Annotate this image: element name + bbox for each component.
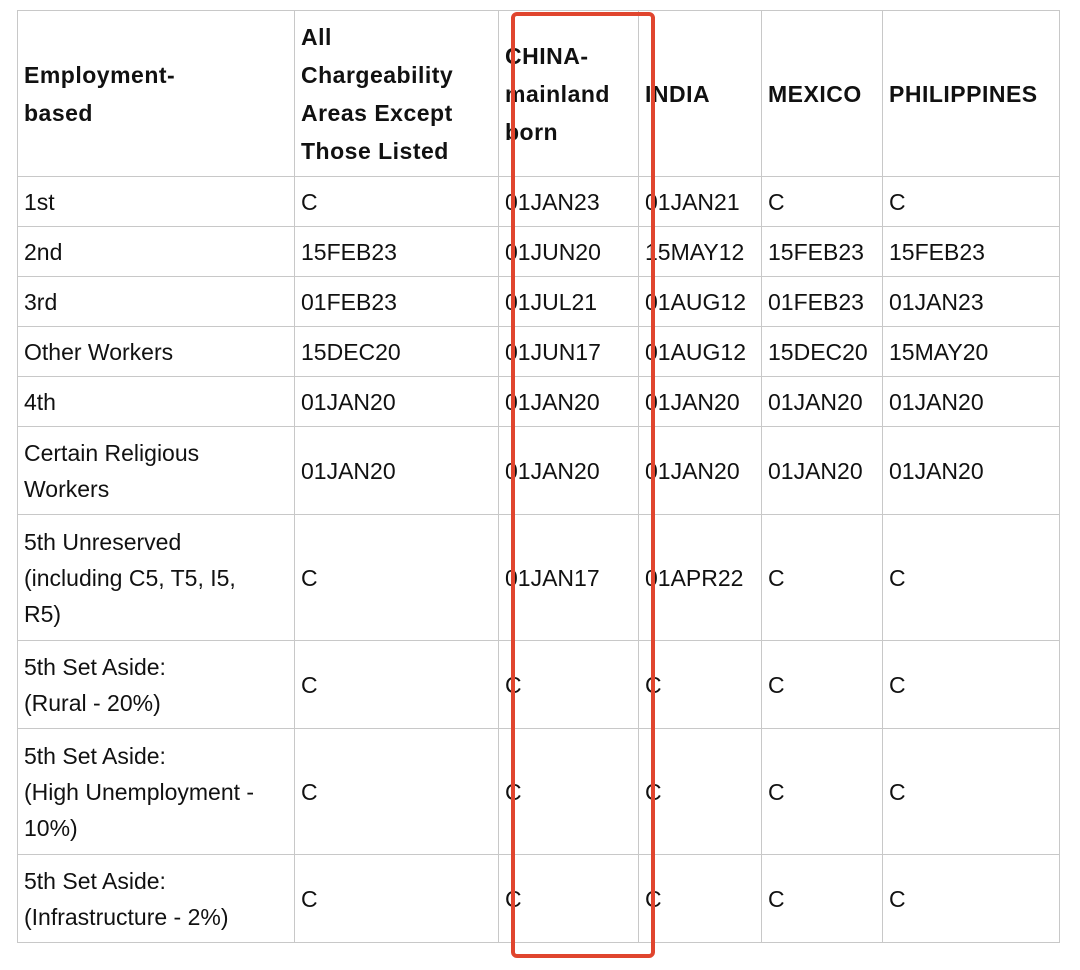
table-row bbox=[18, 427, 1060, 515]
cell-philippines: 15FEB23 bbox=[883, 227, 1060, 277]
cell-all-chargeability: C bbox=[295, 177, 499, 227]
cell-china: C bbox=[499, 855, 639, 943]
cell-china: 01JAN17 bbox=[499, 515, 639, 641]
cell-mexico: C bbox=[762, 855, 883, 943]
column-header-all-chargeability: All Chargeability Areas Except Those Listed bbox=[295, 11, 499, 177]
cell-philippines: 01JAN23 bbox=[883, 277, 1060, 327]
cell-china: 01JUL21 bbox=[499, 277, 639, 327]
cell-category: 5th Set Aside: (Infrastructure - 2%) bbox=[18, 855, 295, 943]
cell-all-chargeability: C bbox=[295, 855, 499, 943]
cell-mexico: 15FEB23 bbox=[762, 227, 883, 277]
cell-india: C bbox=[639, 855, 762, 943]
cell-all-chargeability: 15DEC20 bbox=[295, 327, 499, 377]
cell-china: 01JAN20 bbox=[499, 427, 639, 515]
cell-mexico: C bbox=[762, 641, 883, 729]
cell-china: 01JAN23 bbox=[499, 177, 639, 227]
table-row bbox=[18, 729, 1060, 855]
column-header-philippines: PHILIPPINES bbox=[883, 11, 1060, 177]
cell-mexico: 01FEB23 bbox=[762, 277, 883, 327]
header-row bbox=[18, 11, 1060, 177]
cell-india: 01JAN20 bbox=[639, 377, 762, 427]
cell-category: 2nd bbox=[18, 227, 295, 277]
cell-all-chargeability: 01JAN20 bbox=[295, 427, 499, 515]
cell-india: 15MAY12 bbox=[639, 227, 762, 277]
table-row bbox=[18, 327, 1060, 377]
cell-category: 5th Unreserved (including C5, T5, I5, R5) bbox=[18, 515, 295, 641]
cell-philippines: C bbox=[883, 729, 1060, 855]
cell-philippines: 01JAN20 bbox=[883, 427, 1060, 515]
table-row bbox=[18, 377, 1060, 427]
table-row bbox=[18, 641, 1060, 729]
cell-philippines: 15MAY20 bbox=[883, 327, 1060, 377]
cell-mexico: 15DEC20 bbox=[762, 327, 883, 377]
cell-category: 5th Set Aside: (High Unemployment - 10%) bbox=[18, 729, 295, 855]
cell-china: 01JUN20 bbox=[499, 227, 639, 277]
cell-category: 4th bbox=[18, 377, 295, 427]
cell-category: Certain Religious Workers bbox=[18, 427, 295, 515]
column-header-india: INDIA bbox=[639, 11, 762, 177]
cell-india: 01JAN21 bbox=[639, 177, 762, 227]
cell-all-chargeability: C bbox=[295, 641, 499, 729]
table-row bbox=[18, 177, 1060, 227]
cell-india: C bbox=[639, 729, 762, 855]
cell-mexico: C bbox=[762, 177, 883, 227]
table-row bbox=[18, 227, 1060, 277]
visa-bulletin-table-wrapper bbox=[17, 10, 1060, 943]
cell-all-chargeability: C bbox=[295, 729, 499, 855]
cell-india: 01AUG12 bbox=[639, 277, 762, 327]
cell-philippines: 01JAN20 bbox=[883, 377, 1060, 427]
table-body bbox=[18, 177, 1060, 943]
cell-category: Other Workers bbox=[18, 327, 295, 377]
cell-philippines: C bbox=[883, 855, 1060, 943]
cell-china: 01JAN20 bbox=[499, 377, 639, 427]
column-header-mexico: MEXICO bbox=[762, 11, 883, 177]
cell-philippines: C bbox=[883, 177, 1060, 227]
cell-india: 01APR22 bbox=[639, 515, 762, 641]
cell-all-chargeability: C bbox=[295, 515, 499, 641]
cell-mexico: C bbox=[762, 729, 883, 855]
cell-china: C bbox=[499, 729, 639, 855]
cell-india: 01JAN20 bbox=[639, 427, 762, 515]
column-header-category: Employment- based bbox=[18, 11, 295, 177]
cell-philippines: C bbox=[883, 515, 1060, 641]
cell-all-chargeability: 15FEB23 bbox=[295, 227, 499, 277]
cell-china: 01JUN17 bbox=[499, 327, 639, 377]
cell-category: 3rd bbox=[18, 277, 295, 327]
cell-category: 1st bbox=[18, 177, 295, 227]
cell-category: 5th Set Aside: (Rural - 20%) bbox=[18, 641, 295, 729]
cell-mexico: 01JAN20 bbox=[762, 377, 883, 427]
cell-all-chargeability: 01JAN20 bbox=[295, 377, 499, 427]
table-row bbox=[18, 277, 1060, 327]
cell-mexico: 01JAN20 bbox=[762, 427, 883, 515]
cell-india: 01AUG12 bbox=[639, 327, 762, 377]
cell-china: C bbox=[499, 641, 639, 729]
cell-mexico: C bbox=[762, 515, 883, 641]
visa-bulletin-table bbox=[17, 10, 1060, 943]
cell-india: C bbox=[639, 641, 762, 729]
cell-philippines: C bbox=[883, 641, 1060, 729]
cell-all-chargeability: 01FEB23 bbox=[295, 277, 499, 327]
column-header-china: CHINA- mainland born bbox=[499, 11, 639, 177]
table-row bbox=[18, 515, 1060, 641]
table-row bbox=[18, 855, 1060, 943]
